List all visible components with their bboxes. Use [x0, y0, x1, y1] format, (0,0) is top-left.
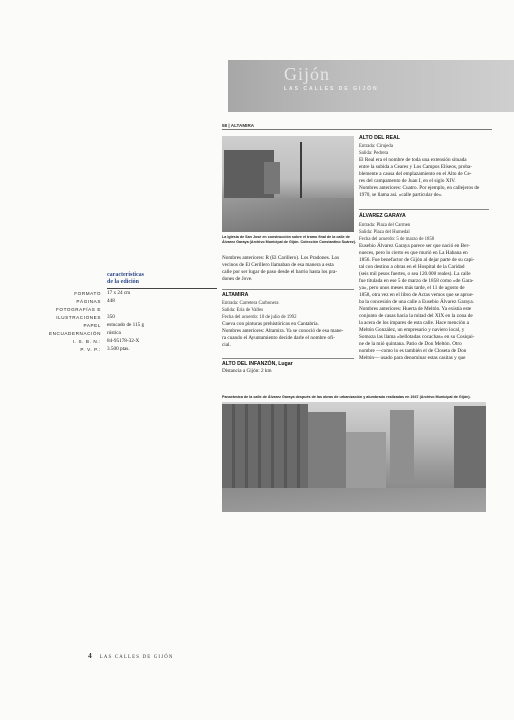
photo-building-windows [222, 404, 308, 500]
spec-key: ILUSTRACIONES [56, 315, 101, 320]
text-line: tal con destino a obras en el Hospital de la Caridad [359, 264, 465, 270]
text-line: Salida: Plaza del Humedal [359, 230, 410, 235]
header-banner [228, 60, 514, 112]
spec-value: 3.500 ptas. [107, 346, 130, 352]
text-line: conjunto de casas hacia la mitad del XIX en la zona de [359, 313, 473, 319]
text-line: Distancia a Gijón: 2 km [222, 368, 272, 374]
spec-key: FOTOGRAFÍAS E [56, 307, 101, 312]
text-line: nueces, pero lo cierto es que murió en La Habana en [359, 250, 468, 256]
text-line: vecinos de El Cerillero llamaban de esa manera a esta [222, 262, 334, 268]
text-line: Fecha del acuerdo: 5 de marzo de 1858 [359, 237, 435, 242]
running-head-rule [222, 129, 492, 130]
text-line: 1858, otra vez en el libro de Actas vemos que se aprue- [359, 292, 474, 298]
page-number: 4 [88, 651, 92, 660]
alvarez-garaya-title: ÁLVAREZ GARAYA [359, 213, 406, 219]
text-line: la acera de los impares de esta calle. Hace mención a [359, 320, 469, 326]
alto-real-title: ALTO DEL REAL [359, 135, 400, 141]
photo-building [390, 410, 414, 480]
spec-key: PAPEL [83, 323, 101, 328]
spec-value: 17 x 24 cm [107, 290, 131, 296]
spec-value: 350 [107, 314, 115, 320]
text-line: Nombres anteriores: Altamira. Ya se conoció de esa mane- [222, 328, 344, 334]
photo-road [222, 198, 354, 232]
text-line: Entrada: Carretera Carbonera [222, 301, 279, 306]
spec-key: I. S. B. N.: [72, 339, 101, 344]
spec-value: 448 [107, 298, 115, 304]
text-line: Fecha del acuerdo: 10 de julio de 1992 [222, 315, 297, 320]
text-line: (seis mil pesos fuertes, o sea 120.000 reales). La calle [359, 271, 471, 277]
infanzon-title: ALTO DEL INFANZÓN, Lugar [222, 361, 293, 367]
text-line: Nombres anteriores: R (El Carillero). Los Pradones. Los [222, 255, 340, 261]
spec-value: rústica [107, 330, 121, 336]
specs-title [107, 272, 144, 286]
spec-key: PÁGINAS [76, 299, 101, 304]
text-line: Nombres anteriores: Cuatro. Por ejemplo, en callejeros de [359, 185, 480, 191]
specs-title-line: de la edición [107, 279, 140, 285]
page-footer [88, 645, 174, 663]
specs-title-line: características [107, 272, 144, 278]
section-rule [222, 289, 354, 290]
text-line: Cueva con pinturas prehistóricas en Cantabria. [222, 321, 319, 327]
photo-building [346, 432, 386, 488]
photo-building [264, 162, 280, 194]
spec-key: FORMATO [74, 291, 101, 296]
text-line: cial. [222, 342, 231, 348]
text-line: Entrada: Cirujeda [359, 144, 393, 149]
text-line: entre la subida a Ceares y Los Campos Elíseos, proba- [359, 164, 472, 170]
specs-rule [107, 288, 217, 289]
text-line: El Real era el nombre de toda una extensión situada [359, 157, 467, 163]
spec-key: ENCUADERNACIÓN [48, 331, 101, 336]
photo2-caption: Panorámica de la calle de Álvarez Garaya después de las obras de urbanización y alumbrado realizadas en 1947 (Archivo Municipal de Gijón). [222, 395, 471, 399]
photo1-caption: La Iglesia de San José en construcción sobre el tramo final de la calle de Álvarez Garaya (Archivo Municipal de Gijón. Colección Constantino Suárez). [222, 235, 357, 244]
photo-building [308, 412, 346, 492]
spec-value: estucado de 115 g [107, 322, 145, 328]
street-panorama-photo [222, 402, 486, 512]
text-line: Eusebio Álvarez Garaya parece ser que nació en Ber- [359, 243, 470, 249]
text-line: Entrada: Plaza del Carmen [359, 223, 411, 228]
text-line: ne de la mió quintana. Patio de Don Meltón. Otro [359, 341, 462, 347]
text-line: 1856. Fue benefactor de Gijón al dejar parte de su capi- [359, 257, 475, 263]
spec-key: P. V. P.: [80, 347, 101, 352]
text-line: res del campamento de Juan I, en el siglo XIV. [359, 178, 456, 184]
altamira-title: ALTAMIRA [222, 292, 249, 298]
text-line: 1970, se llama así. «calle particular de». [359, 192, 443, 198]
text-line: ba la concesión de una calle a Eusebio Álvarez Garaya. [359, 299, 474, 305]
running-head: 58 | ALTAMIRA [222, 123, 255, 128]
text-line: Salida: Pedrera [359, 151, 389, 156]
text-line: ya», pero unos meses más tarde, el 11 de agosto de [359, 285, 465, 291]
text-line: Nombres anteriores: Huerta de Meltón. Ya existía este [359, 306, 472, 312]
text-line: Meltón— usado para denominar estas casitas y que [359, 355, 466, 361]
text-line: Somoza las llama «bellotadas cocachas» en su Cosiqui- [359, 334, 475, 340]
header-subtitle: LAS CALLES DE GIJÓN [284, 86, 379, 92]
text-line: fue titulada en ese 5 de marzo de 1858 como «de Gara- [359, 278, 474, 284]
church-construction-photo [222, 136, 354, 232]
text-line: blemente a causa del emplazamiento en el Alto de Ce- [359, 171, 472, 177]
text-line: calle por ser lugar de paso desde el barrio hasta los pra- [222, 269, 338, 275]
section-rule [222, 358, 354, 359]
text-line: nombre —como lo es también el de Closeta de Don [359, 348, 467, 354]
photo-street [222, 488, 486, 512]
text-line: Salida: Ería de Valles [222, 308, 264, 313]
spec-value: 84-95178-32-X [107, 338, 140, 344]
text-line: Meltón González, un empresario y naviero local, y [359, 327, 465, 333]
footer-title: LAS CALLES DE GIJÓN [99, 655, 174, 660]
text-line: ra cuando el Ayuntamiento decide darle el nombre ofi- [222, 335, 336, 341]
photo-building [454, 406, 486, 490]
text-line: dones de Jove. [222, 276, 253, 282]
section-rule [359, 209, 489, 210]
header-logo-text: Gijón [284, 64, 331, 84]
